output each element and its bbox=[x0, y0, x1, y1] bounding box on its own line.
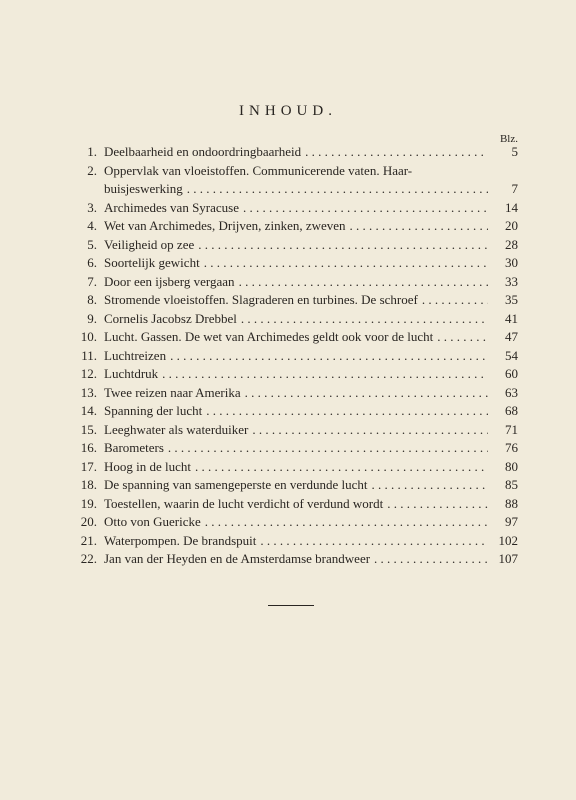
toc-entry bbox=[72, 439, 518, 458]
entry-title-line: Deelbaarheid en ondoordringbaarheid . . . bbox=[104, 143, 488, 162]
entry-title-line: Soortelijk gewicht . . . bbox=[104, 254, 488, 273]
toc-entry bbox=[72, 199, 518, 218]
toc-entry bbox=[72, 291, 518, 310]
entry-page-number: 30 bbox=[505, 255, 518, 270]
entry-title-line: Barometers . . . bbox=[104, 439, 488, 458]
entry-title bbox=[104, 421, 488, 440]
entry-title bbox=[104, 162, 488, 199]
entry-title-line: Hoog in de lucht . . . bbox=[104, 458, 488, 477]
entry-number: 9. bbox=[87, 310, 97, 326]
toc-entry bbox=[72, 236, 518, 255]
page-column-header: Blz. bbox=[499, 133, 518, 145]
entry-title-line: Otto von Guericke . . . bbox=[104, 513, 488, 532]
entry-title bbox=[104, 513, 488, 532]
toc-entry bbox=[72, 365, 518, 384]
entry-title-line: Oppervlak van vloeistoffen. Communicerende vaten. Haar- bbox=[104, 162, 413, 178]
entry-page-number: 28 bbox=[505, 236, 518, 252]
toc-entry bbox=[72, 532, 518, 551]
entry-title bbox=[104, 291, 488, 310]
entry-title-line: Cornelis Jacobsz Drebbel . . . bbox=[104, 310, 488, 329]
entry-page-number: 63 bbox=[505, 384, 518, 400]
entry-page-number: 60 bbox=[505, 366, 518, 381]
entry-number: 15. bbox=[80, 421, 97, 437]
entry-title-line: Jan van der Heyden en de Amsterdamse brandweer . . . bbox=[104, 550, 488, 569]
entry-title-line: Wet van Archimedes, Drijven, zinken, zweven . . . bbox=[104, 217, 488, 236]
entry-title-line: Archimedes van Syracuse . . . bbox=[104, 199, 488, 218]
entry-number: 2. bbox=[87, 162, 97, 178]
toc-entry bbox=[72, 384, 518, 403]
table-of-contents bbox=[72, 143, 518, 569]
toc-entry bbox=[72, 328, 518, 347]
closing-rule bbox=[268, 605, 314, 606]
entry-title-line: Twee reizen naar Amerika . . . bbox=[104, 384, 488, 403]
entry-title-line: Stromende vloeistoffen. Slagraderen en turbines. De schroef . . . bbox=[104, 291, 488, 310]
entry-page-number: 54 bbox=[505, 347, 518, 363]
entry-page-number: 47 bbox=[505, 329, 518, 344]
toc-entry bbox=[72, 310, 518, 329]
entry-page-number: 33 bbox=[505, 273, 518, 289]
toc-entry bbox=[72, 495, 518, 514]
entry-title bbox=[104, 217, 488, 236]
entry-title bbox=[104, 550, 488, 569]
entry-number: 12. bbox=[80, 366, 97, 381]
entry-title-line: Veiligheid op zee . . . bbox=[104, 236, 488, 255]
entry-page-number: 97 bbox=[505, 514, 518, 529]
toc-entry bbox=[72, 550, 518, 569]
entry-title-line: Spanning der lucht . . . bbox=[104, 402, 488, 421]
toc-entry bbox=[72, 421, 518, 440]
entry-title bbox=[104, 310, 488, 329]
entry-page-number: 102 bbox=[498, 532, 518, 548]
entry-title bbox=[104, 254, 488, 273]
entry-title-line: De spanning van samengeperste en verdunde lucht . . . bbox=[104, 476, 488, 495]
entry-number: 4. bbox=[87, 218, 97, 233]
toc-entry bbox=[72, 217, 518, 236]
entry-number: 8. bbox=[87, 292, 97, 307]
entry-title bbox=[104, 365, 488, 384]
entry-title bbox=[104, 458, 488, 477]
entry-page-number: 41 bbox=[505, 310, 518, 326]
entry-number: 21. bbox=[80, 532, 97, 548]
entry-title bbox=[104, 143, 488, 162]
entry-title bbox=[104, 347, 488, 366]
entry-page-number: 7 bbox=[511, 181, 518, 196]
entry-page-number: 35 bbox=[505, 292, 518, 307]
toc-entry bbox=[72, 347, 518, 366]
entry-title-line: buisjeswerking . . . bbox=[104, 180, 488, 199]
entry-title-line: Leeghwater als waterduiker . . . bbox=[104, 421, 488, 440]
entry-number: 11. bbox=[81, 347, 97, 363]
toc-entry bbox=[72, 402, 518, 421]
entry-number: 18. bbox=[80, 477, 97, 492]
entry-page-number: 88 bbox=[505, 495, 518, 511]
entry-page-number: 20 bbox=[505, 218, 518, 233]
entry-number: 22. bbox=[80, 551, 97, 566]
toc-entry bbox=[72, 273, 518, 292]
entry-page-number: 107 bbox=[498, 551, 518, 566]
entry-title bbox=[104, 495, 488, 514]
entry-number: 16. bbox=[80, 440, 97, 455]
entry-number: 17. bbox=[80, 458, 97, 474]
entry-number: 19. bbox=[80, 495, 97, 511]
entry-title bbox=[104, 402, 488, 421]
entry-page-number: 71 bbox=[505, 421, 518, 437]
toc-entry bbox=[72, 162, 518, 199]
entry-page-number: 76 bbox=[505, 440, 518, 455]
entry-title bbox=[104, 476, 488, 495]
page-title: INHOUD. bbox=[239, 103, 337, 119]
entry-page-number: 5 bbox=[511, 144, 518, 159]
entry-number: 7. bbox=[87, 273, 97, 289]
toc-entry bbox=[72, 143, 518, 162]
entry-number: 13. bbox=[80, 384, 97, 400]
entry-number: 6. bbox=[87, 255, 97, 270]
entry-title bbox=[104, 328, 488, 347]
entry-title bbox=[104, 273, 488, 292]
entry-title bbox=[104, 439, 488, 458]
entry-title bbox=[104, 199, 488, 218]
entry-page-number: 85 bbox=[505, 477, 518, 492]
entry-page-number: 80 bbox=[505, 458, 518, 474]
entry-title-line: Lucht. Gassen. De wet van Archimedes geldt ook voor de lucht . . . bbox=[104, 328, 488, 347]
entry-title-line: Waterpompen. De brandspuit . . . bbox=[104, 532, 488, 551]
entry-title-line: Luchtreizen . . . bbox=[104, 347, 488, 366]
entry-page-number: 14 bbox=[505, 199, 518, 215]
entry-title-line: Luchtdruk . . . bbox=[104, 365, 488, 384]
entry-page-number: 68 bbox=[505, 403, 518, 418]
toc-entry bbox=[72, 513, 518, 532]
entry-number: 5. bbox=[87, 236, 97, 252]
entry-number: 10. bbox=[80, 329, 97, 344]
entry-title bbox=[104, 384, 488, 403]
entry-number: 3. bbox=[87, 199, 97, 215]
toc-entry bbox=[72, 254, 518, 273]
entry-title-line: Toestellen, waarin de lucht verdicht of verdund wordt . . . bbox=[104, 495, 488, 514]
toc-entry bbox=[72, 476, 518, 495]
entry-number: 14. bbox=[80, 403, 97, 418]
entry-title bbox=[104, 532, 488, 551]
entry-title bbox=[104, 236, 488, 255]
entry-number: 1. bbox=[87, 144, 97, 159]
toc-entry bbox=[72, 458, 518, 477]
entry-number: 20. bbox=[80, 514, 97, 529]
entry-title-line: Door een ijsberg vergaan . . . bbox=[104, 273, 488, 292]
